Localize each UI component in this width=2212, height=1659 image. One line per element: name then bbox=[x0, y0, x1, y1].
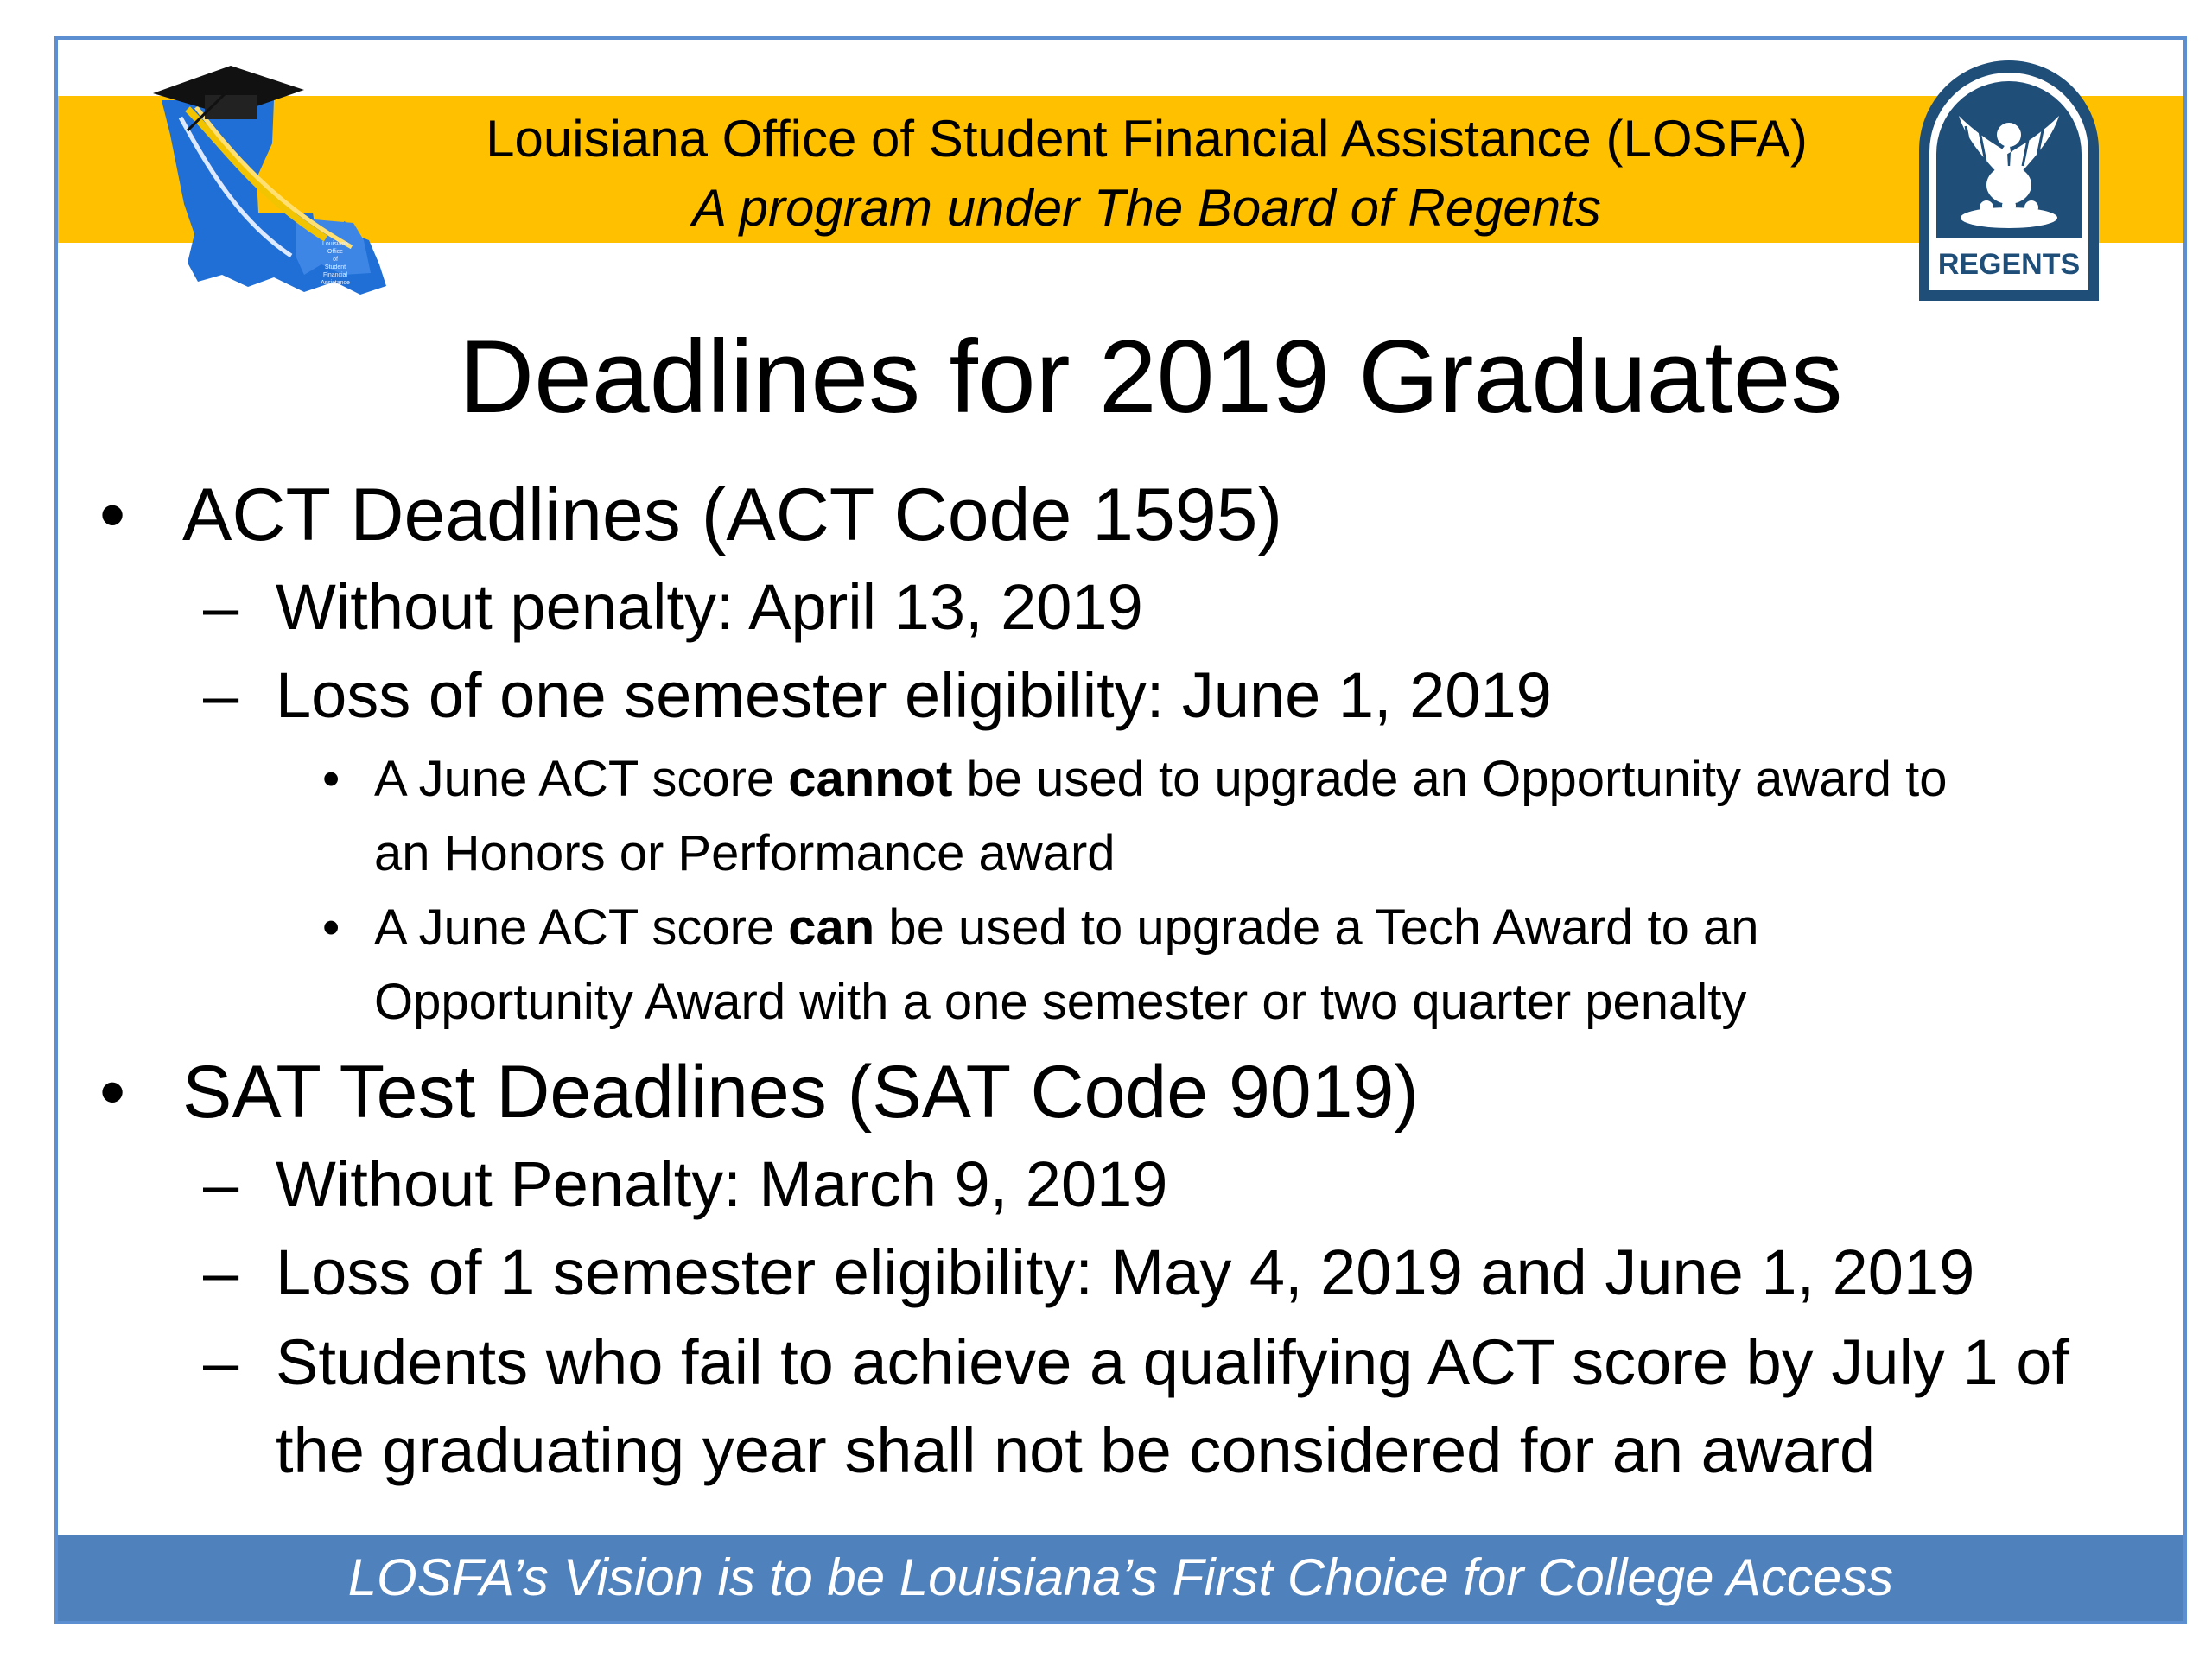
page-title: Deadlines for 2019 Graduates bbox=[459, 319, 1843, 435]
act-note-2-line2: Opportunity Award with a one semester or two quarter penalty bbox=[374, 974, 1747, 1030]
regents-label: REGENTS bbox=[1937, 248, 2081, 281]
dash-marker: – bbox=[203, 571, 239, 643]
sat-loss: Loss of 1 semester eligibility: May 4, 2019 and June 1, 2019 bbox=[276, 1236, 1975, 1308]
dash-marker: – bbox=[203, 1326, 239, 1398]
bullet-dot: • bbox=[99, 1051, 126, 1134]
org-subtitle: A program under The Board of Regents bbox=[692, 179, 1601, 237]
logo-left-text: Louisiana Office of Student Financial Assistance bbox=[321, 241, 350, 286]
sat-note-line1: Students who fail to achieve a qualifying ACT score by July 1 of bbox=[276, 1326, 2069, 1398]
act-loss: Loss of one semester eligibility: June 1, 2019 bbox=[276, 659, 1552, 731]
act-note-1-line2: an Honors or Performance award bbox=[374, 825, 1116, 881]
act-heading: ACT Deadlines (ACT Code 1595) bbox=[182, 474, 1283, 556]
org-name: Louisiana Office of Student Financial Assistance (LOSFA) bbox=[486, 110, 1808, 168]
dash-marker: – bbox=[203, 1148, 239, 1220]
bullet-dot: • bbox=[322, 751, 340, 807]
bullet-dot: • bbox=[99, 474, 126, 556]
sat-note-line2: the graduating year shall not be considered for an award bbox=[276, 1414, 1876, 1486]
act-without-penalty: Without penalty: April 13, 2019 bbox=[276, 571, 1143, 643]
bullet-dot: • bbox=[322, 899, 340, 956]
dash-marker: – bbox=[203, 659, 239, 731]
dash-marker: – bbox=[203, 1236, 239, 1308]
slide: Louisiana Office of Student Financial Assistance Louisiana Office of Student Financial Assistance (LOSFA) A program under The Board of Regents REGENTS Deadlines for 2019 Graduates • ACT Deadlines (ACT Code 1595) – Without penalty: April 13, 2019 – Loss of one semester eligibility: June 1, 2019 • A June ACT score cannot be used to upgrade an Opportunity award to an Honors or Performance award • A June ACT score can be used to upgrade a Tech Award to an Opportunity Award with a one semester or two quarter penalty • SAT Test Deadlines (SAT Code 9019) – Without Penalty: March 9, 2019 – Loss of 1 semester eligibility: May 4, 2019 and June 1, 2019 – Students who fail to achieve a qualifying ACT score by July 1 of the graduating year shall not be considered for an award LOSFA’s Vision is to be Louisiana’s First Choice for College Access bbox=[54, 36, 2187, 1624]
footer-vision: LOSFA’s Vision is to be Louisiana’s First Choice for College Access bbox=[58, 1535, 2183, 1621]
emphasis-can: can bbox=[788, 899, 875, 956]
sat-without-penalty: Without Penalty: March 9, 2019 bbox=[276, 1148, 1168, 1220]
sat-heading: SAT Test Deadlines (SAT Code 9019) bbox=[182, 1051, 1419, 1134]
regents-logo bbox=[1914, 55, 2104, 306]
emphasis-cannot: cannot bbox=[788, 751, 953, 807]
